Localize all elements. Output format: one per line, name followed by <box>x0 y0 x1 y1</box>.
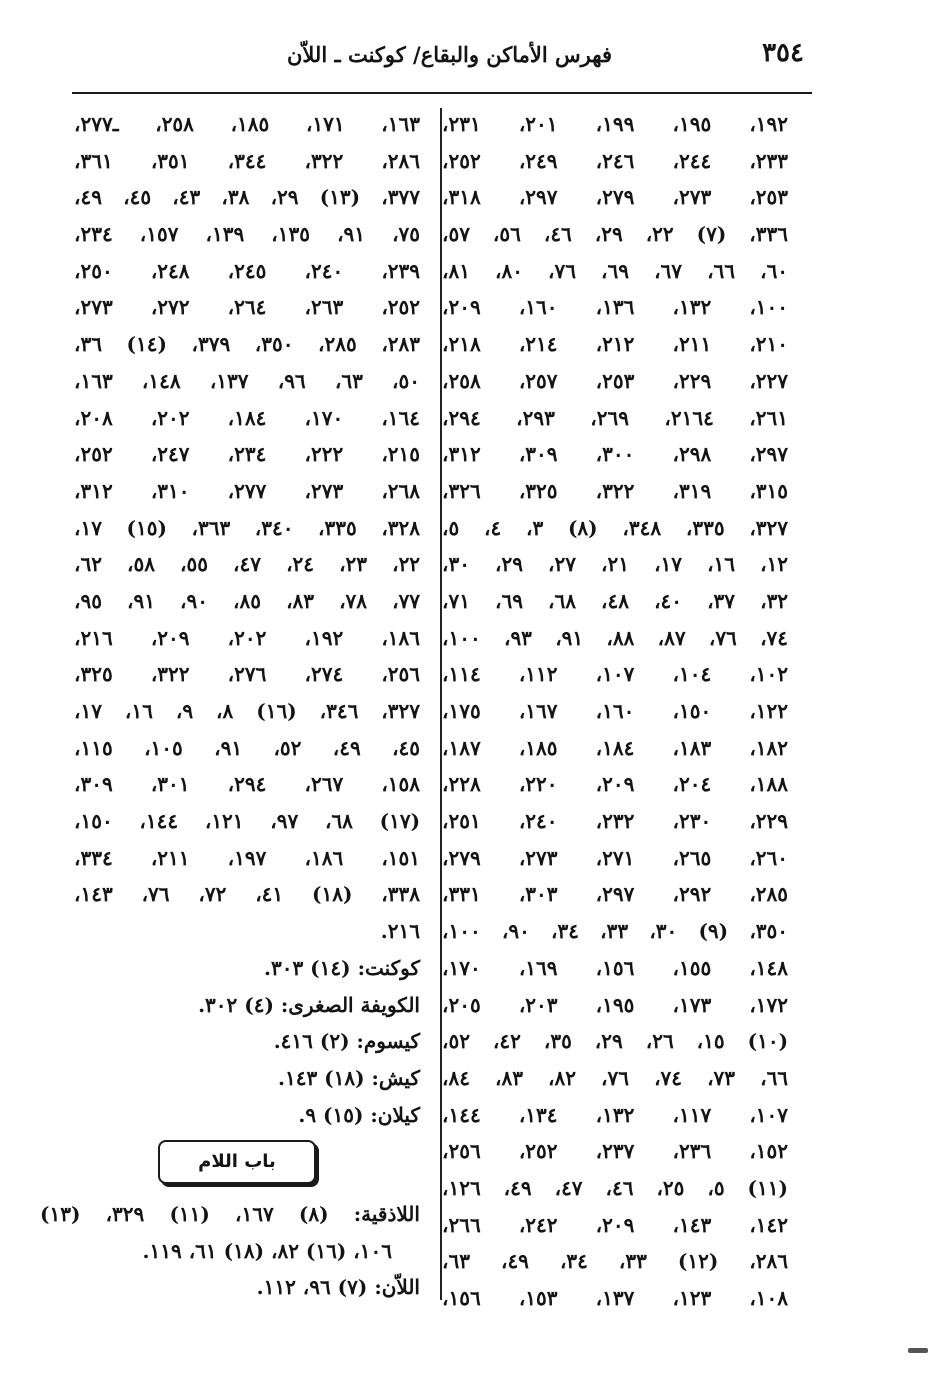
index-entry: كوكنت: (١٤) ٣٠٣. <box>264 955 420 980</box>
index-line: ٢١٠، ٢١١، ٢١٢، ٢١٤، ٢١٨، <box>442 332 789 357</box>
index-line: ٢٥٣، ٢٧٣، ٢٧٩، ٢٩٧، ٣١٨، <box>442 185 789 210</box>
header-rule <box>72 92 812 94</box>
index-line: ٦٦، ٧٣، ٧٤، ٧٦، ٨٢، ٨٣، ٨٤، <box>442 1065 789 1090</box>
index-line: ٢٦١، ٢١٦٤، ٢٦٩، ٢٩٣، ٢٩٤، <box>442 405 788 430</box>
index-line: (١٠) ١٥، ٢٦، ٢٩، ٣٥، ٤٢، ٥٢، <box>442 1029 789 1054</box>
index-line: ١٢، ١٦، ١٧، ٢١، ٢٧، ٢٩، ٣٠، <box>442 552 789 577</box>
left-column-numbers <box>74 106 420 950</box>
index-line: ١٢٢، ١٥٠، ١٦٠، ١٦٧، ١٧٥، <box>442 699 789 723</box>
index-line: ٧٥، ٩١، ١٣٥، ١٣٩، ١٥٧، ٢٣٤، <box>74 222 421 247</box>
index-line: ٢٨٣، ٢٨٥، ٣٥٠، ٣٧٩، (١٤) ٣٦، <box>74 332 421 357</box>
index-line: ١٨٨، ٢٠٤، ٢٠٩، ٢٢٠، ٢٢٨، <box>442 772 789 797</box>
index-line: ٢٨٦، ٣٢٢، ٣٤٤، ٣٥١، ٣٦١، <box>74 148 421 173</box>
index-line: (١١) ٥، ٢٥، ٤٦، ٤٧، ٤٩، ١٢٦، <box>442 1175 788 1200</box>
index-line: ١٠٠، ١٣٢، ١٣٦، ١٦٠، ٢٠٩، <box>442 295 789 320</box>
index-line: ١٦٣، ١٧١، ١٨٥، ٢٥٨، ـ٢٧٧، <box>74 112 420 136</box>
index-entry: كيسوم: (٢) ٤١٦. <box>273 1029 420 1054</box>
index-line: ١٠٨، ١٢٣، ١٣٧، ١٥٣، ١٥٦، <box>442 1286 789 1310</box>
index-line: ٢٣٩، ٢٤٠، ٢٤٥، ٢٤٨، ٢٥٠، <box>74 258 421 283</box>
page-header <box>72 34 812 82</box>
index-line: ٢٢٧، ٢٢٩، ٢٥٣، ٢٥٧، ٢٥٨، <box>442 368 789 393</box>
index-line: ١٥٨، ٢٦٧، ٢٩٤، ٣٠١، ٣٠٩، <box>74 772 421 797</box>
lam-entries <box>40 1196 420 1306</box>
index-entry: كيلان: (١٥) ٩. <box>298 1102 420 1127</box>
entries-list <box>74 950 420 1133</box>
index-line: ٢٨٥، ٢٩٢، ٢٩٧، ٣٠٣، ٣٣١، <box>442 882 789 907</box>
index-line: اللاذقية: (٨) ١٦٧، (١١) ٣٢٩، (١٣) <box>40 1202 420 1226</box>
index-line: ٢١٥، ٢٢٢، ٢٣٤، ٢٤٧، ٢٥٢، <box>74 442 421 467</box>
index-line: ١٠٢، ١٠٤، ١٠٧، ١١٢، ١١٤، <box>442 662 789 687</box>
index-line: ١٥١، ١٨٦، ١٩٧، ٢١١، ٣٣٤، <box>74 845 421 870</box>
index-line: ٢٢، ٢٣، ٢٤، ٤٧، ٥٥، ٥٨، ٦٢، <box>74 552 421 577</box>
index-line: ٢٦٠، ٢٦٥، ٢٧١، ٢٧٣، ٢٧٩، <box>442 845 789 870</box>
index-line: ١٨٦، ١٩٢، ٢٠٢، ٢٠٩، ٢١٦، <box>74 625 421 650</box>
index-line: ٢٣٣، ٢٤٤، ٢٤٦، ٢٤٩، ٢٥٢، <box>442 148 789 173</box>
section-title: باب اللام <box>198 1151 276 1172</box>
right-column <box>442 106 788 1317</box>
index-line: ١٠٦، (١٦) ٨٢، (١٨) ٦١، ١١٩. <box>142 1238 392 1263</box>
left-column <box>74 106 420 1133</box>
index-line: ٤٥، ٤٩، ٥٢، ٩١، ١٠٥، ١١٥، <box>74 735 421 760</box>
index-line: (١٧) ٦٨، ٩٧، ١٢١، ١٤٤، ١٥٠، <box>74 809 421 834</box>
index-line: ٣٥٠، (٩) ٣٠، ٣٣، ٣٤، ٩٠، ١٠٠، <box>442 919 789 944</box>
index-line: ١٥٢، ٢٣٦، ٢٣٧، ٢٥٢، ٢٥٦، <box>442 1139 789 1164</box>
page-number: ٣٥٤ <box>762 38 804 68</box>
index-line: ٦٠، ٦٦، ٦٧، ٦٩، ٧٦، ٨٠، ٨١، <box>442 258 789 283</box>
index-line: ٣٣٨، (١٨) ٤١، ٧٢، ٧٦، ١٤٣، <box>74 882 420 907</box>
index-line: ٥٠، ٦٣، ٩٦، ١٣٧، ١٤٨، ١٦٣، <box>74 368 420 393</box>
index-line: ٢٨٦، (١٢) ٣٣، ٣٤، ٤٩، ٦٣، <box>442 1249 788 1274</box>
index-line: ٢٥٢، ٢٦٣، ٢٦٤، ٢٧٢، ٢٧٣، <box>74 295 421 320</box>
index-line: ٣٢٧، ٣٤٦، (١٦) ٨، ٩، ١٦، ١٧، <box>74 699 420 723</box>
index-line: ٧٤، ٧٦، ٨٧، ٨٨، ٩١، ٩٣، ١٠٠، <box>442 625 789 650</box>
index-line: ٢٦٨، ٢٧٣، ٢٧٧، ٣١٠، ٣١٢، <box>74 478 421 503</box>
index-line: ٣٣٦، (٧) ٢٢، ٢٩، ٤٦، ٥٦، ٥٧، <box>442 222 788 247</box>
index-entry: كيش: (١٨) ١٤٣. <box>278 1065 420 1090</box>
index-line: ٣١٥، ٣١٩، ٣٢٢، ٣٢٥، ٣٢٦، <box>442 478 789 503</box>
index-line: ١٧٢، ١٧٣، ١٩٥، ٢٠٣، ٢٠٥، <box>442 992 789 1017</box>
index-line: ١٤٢، ١٤٣، ٢٠٩، ٢٤٢، ٢٦٦، <box>442 1212 789 1237</box>
index-line: ٧٧، ٧٨، ٨٣، ٨٥، ٩٠، ٩١، ٩٥، <box>74 588 421 613</box>
index-line: ١٨٢، ١٨٣، ١٨٤، ١٨٥، ١٨٧، <box>442 735 789 760</box>
index-entry: الكويفة الصغرى: (٤) ٣٠٢. <box>198 992 420 1017</box>
index-line: ١٦٤، ١٧٠، ١٨٤، ٢٠٢، ٢٠٨، <box>74 405 421 430</box>
scan-mark <box>908 1348 928 1353</box>
index-line: ١٩٢، ١٩٥، ١٩٩، ٢٠١، ٢٣١، <box>442 112 789 136</box>
index-line: ٣٢٨، ٣٣٥، ٣٤٠، ٣٦٣، (١٥) ١٧، <box>74 515 421 540</box>
index-line: ٣٢٧، ٣٣٥، ٣٤٨، (٨) ٣، ٤، ٥، <box>442 515 789 540</box>
index-line: ١٠٧، ١١٧، ١٣٢، ١٣٤، ١٤٤، <box>442 1102 789 1127</box>
index-line: ١٤٨، ١٥٥، ١٥٦، ١٦٩، ١٧٠، <box>442 955 789 980</box>
index-line: ٢٩٧، ٢٩٨، ٣٠٠، ٣٠٩، ٣١٢، <box>442 442 789 467</box>
index-line: ٢٢٩، ٢٣٠، ٢٣٢، ٢٤٠، ٢٥١، <box>442 809 789 834</box>
index-entry: اللاّن: (٧) ٩٦، ١١٢. <box>256 1275 420 1300</box>
index-line: ٢١٦. <box>380 919 420 944</box>
index-line: ٢٥٦، ٢٧٤، ٢٧٦، ٣٢٢، ٣٢٥، <box>74 662 421 687</box>
section-heading-box <box>158 1140 316 1184</box>
index-line: ٣٧٧، (١٣) ٢٩، ٣٨، ٤٣، ٤٥، ٤٩، <box>74 185 421 210</box>
index-line: ٣٢، ٣٧، ٤٠، ٤٨، ٦٨، ٦٩، ٧١، <box>442 588 789 613</box>
running-title: فهرس الأماكن والبقاع/ كوكنت ـ اللاّن <box>286 42 612 67</box>
